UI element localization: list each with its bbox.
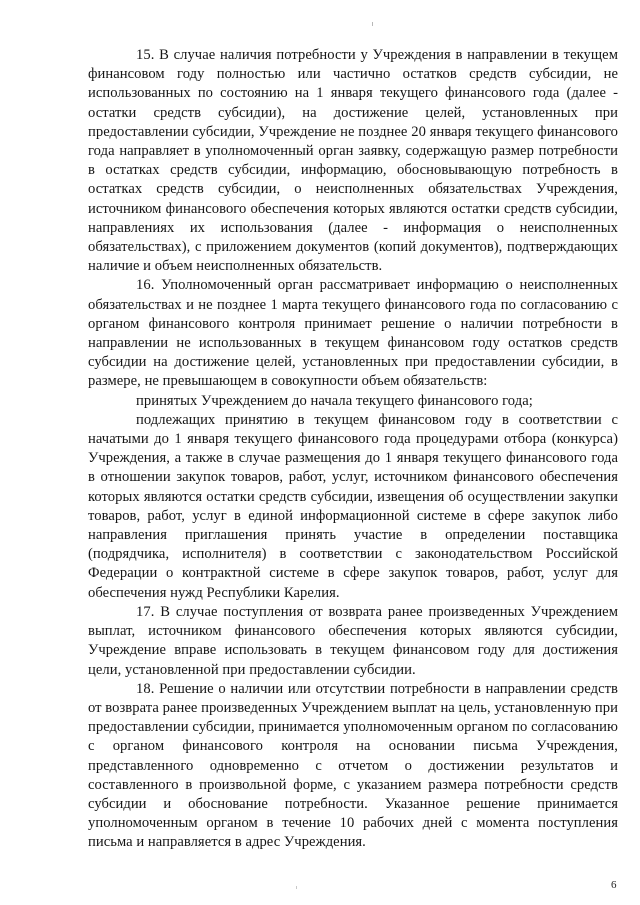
paragraph-18: 18. Решение о наличии или отсутствии потребности в направлении средств от возврата ранее произведенных Учреждением выплат на цель, установленную при предоставлении субсидии, принимается уполномоченным органом по согласованию с органом финансового контроля на основании письма Учреждения, представленного одновременно с отчетом о достижении результатов и составленного в произвольной форме, с указанием размера потребности средств субсидии и обоснование потребности. Указанное решение принимается уполномоченным органом в течение 10 рабочих дней с момента поступления письма и направляется в адрес Учреждения.	[88, 680, 618, 851]
paragraph-17: 17. В случае поступления от возврата ранее произведенных Учреждением выплат, источником финансового обеспечения которых являются субсидии, Учреждение вправе использовать в текущем финансовом году для достижения цели, установленной при предоставлении субсидии.	[88, 603, 618, 678]
scan-artifact	[372, 22, 373, 26]
page-number: 6	[611, 879, 617, 891]
scan-artifact-bottom	[296, 886, 297, 889]
paragraph-16-item-1: принятых Учреждением до начала текущего финансового года;	[136, 392, 533, 409]
document-body	[88, 46, 618, 853]
paragraph-16-item-2: подлежащих принятию в текущем финансовом году в соответствии с начатыми до 1 января текущего финансового года процедурами отбора (конкурса) Учреждения, а также в случае размещения до 1 января текущего финансового года в отношении закупок товаров, работ, услуг, источником финансового обеспечения которых являются остатки средств субсидии, извещения об осуществлении закупки товаров, работ, услуг в единой информационной системе в сфере закупок либо направления приглашения принять участие в определении поставщика (подрядчика, исполнителя) в соответствии с законодательством Российской Федерации о контрактной системе в сфере закупок товаров, работ, услуг для обеспечения нужд Республики Карелия.	[88, 411, 618, 601]
paragraph-16: 16. Уполномоченный орган рассматривает информацию о неисполненных обязательствах и не позднее 1 марта текущего финансового года по согласованию с органом финансового контроля принимает решение о наличии потребности в направлении не использованных в текущем финансовом году остатков средств субсидии на достижение целей, установленных при предоставлении субсидии, в размере, не превышающем в совокупности объем обязательств:	[88, 277, 618, 390]
paragraph-15: 15. В случае наличия потребности у Учреждения в направлении в текущем финансовом году полностью или частично остатков средств субсидии, не использованных по состоянию на 1 января текущего финансового года (далее - остатки средств субсидии), на достижение целей, установленных при предоставлении субсидии, Учреждение не позднее 20 января текущего финансового года направляет в уполномоченный орган заявку, содержащую размер потребности в остатках средств субсидии, информацию, обосновывающую потребность в остатках средств субсидии, о неисполненных обязательствах Учреждения, источником финансового обеспечения которых являются остатки средств субсидии, направлениях их использования (далее - информация о неисполненных обязательствах), с приложением документов (копий документов), подтверждающих наличие и объем неисполненных обязательств.	[88, 47, 618, 275]
